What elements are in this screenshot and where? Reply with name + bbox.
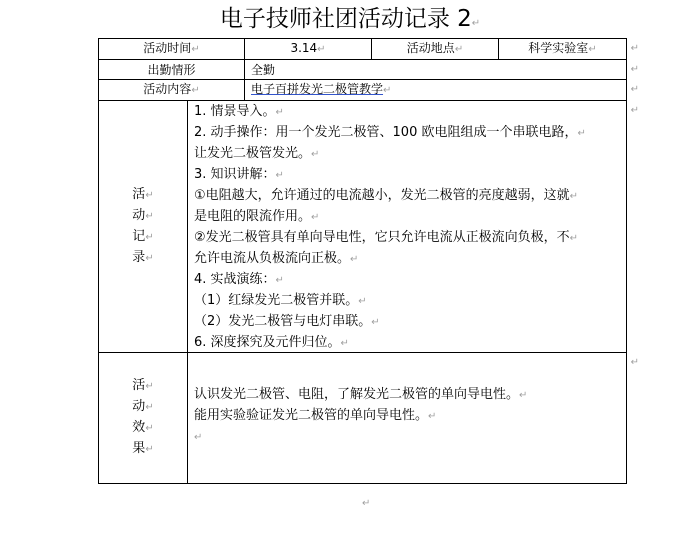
record-line-text: 3. 知识讲解：	[194, 167, 276, 182]
record-label-char: 录	[132, 249, 146, 265]
record-line-text: 允许电流从负极流向正极。	[194, 251, 351, 266]
record-line	[194, 228, 622, 249]
record-line-text: 2. 动手操作：用一个发光二极管、100 欧电阻组成一个串联电路，	[194, 125, 578, 140]
record-line	[194, 102, 622, 123]
record-line-text: 6. 深度探究及元件归位。	[194, 335, 341, 350]
record-body-cell	[188, 101, 639, 352]
effect-line-text: 能用实验验证发光二极管的单向导电性。	[194, 408, 429, 423]
paragraph-mark-icon: ↵	[191, 85, 200, 96]
paragraph-mark-icon: ↵	[145, 402, 154, 413]
row-content	[99, 80, 627, 101]
content-value: 电子百拼发光二极管教学	[251, 82, 384, 96]
record-label-cell	[99, 101, 188, 352]
content-value-cell	[245, 80, 639, 101]
paragraph-mark-icon: ↵	[275, 170, 284, 181]
effect-line-text: 认识发光二极管、电阻，了解发光二极管的单向导电性。	[194, 387, 520, 402]
paragraph-mark-icon: ↵	[371, 317, 380, 328]
paragraph-mark-icon: ↵	[145, 423, 154, 434]
record-line	[194, 144, 622, 165]
content-label: 活动内容	[143, 82, 192, 96]
place-label-cell	[372, 39, 499, 60]
record-line	[194, 270, 622, 291]
row-record	[99, 101, 627, 353]
record-line	[194, 249, 622, 270]
record-line-text: ②发光二极管具有单向导电性，它只允许电流从正极流向负极，不	[194, 230, 570, 245]
paragraph-mark-icon: ↵	[454, 44, 464, 55]
paragraph-mark-icon: ↵	[383, 85, 392, 96]
record-line	[194, 333, 622, 354]
paragraph-mark-icon: ↵	[194, 432, 203, 443]
effect-row-cell	[99, 353, 639, 484]
paragraph-mark-icon: ↵	[145, 231, 154, 243]
paragraph-mark-icon: ↵	[145, 444, 154, 455]
record-line	[194, 312, 622, 333]
record-label-char: 动	[132, 207, 146, 223]
effect-label-char: 活	[132, 378, 146, 393]
paragraph-mark-icon: ↵	[471, 18, 481, 29]
time-label: 活动时间	[143, 41, 192, 55]
time-value-cell	[245, 39, 372, 60]
paragraph-mark-icon: ↵	[317, 44, 326, 55]
record-label-char: 记	[132, 228, 146, 244]
paragraph-mark-icon: ↵	[145, 381, 154, 392]
effect-label-char: 果	[132, 441, 146, 456]
paragraph-mark-icon: ↵	[630, 43, 639, 54]
paragraph-mark-icon: ↵	[569, 233, 579, 244]
record-line-text: 让发光二极管发光。	[194, 146, 312, 161]
paragraph-mark-icon: ↵	[311, 149, 320, 160]
paragraph-mark-icon: ↵	[569, 191, 579, 202]
record-row-cell	[99, 101, 639, 353]
time-label-cell	[99, 39, 245, 60]
record-line-text: 4. 实战演练：	[194, 272, 276, 287]
paragraph-mark-icon: ↵	[275, 275, 284, 286]
effect-line	[194, 385, 622, 406]
record-label-line	[132, 227, 153, 248]
record-line-text: （1）红绿发光二极管并联。	[194, 293, 359, 308]
record-line	[194, 123, 622, 144]
paragraph-mark-icon: ↵	[145, 189, 154, 201]
paragraph-mark-icon: ↵	[630, 105, 639, 116]
paragraph-mark-icon: ↵	[428, 411, 437, 422]
place-value: 科学实验室	[528, 41, 589, 55]
paragraph-mark-icon: ↵	[630, 357, 639, 368]
paragraph-mark-icon: ↵	[630, 84, 639, 95]
effect-label-char: 动	[132, 399, 146, 414]
content-label-cell	[99, 80, 245, 101]
effect-label-cell	[99, 353, 188, 483]
time-value: 3.14	[290, 41, 318, 55]
title-text: 电子技师社团活动记录 2	[219, 6, 472, 32]
attendance-label-cell	[99, 60, 245, 80]
paragraph-mark-icon: ↵	[311, 212, 320, 223]
paragraph-mark-icon: ↵	[340, 338, 349, 349]
paragraph-mark-icon: ↵	[362, 498, 371, 509]
place-value-cell	[499, 39, 639, 60]
paragraph-mark-icon: ↵	[350, 254, 359, 265]
record-line-text: （2）发光二极管与电灯串联。	[194, 314, 372, 329]
paragraph-mark-icon: ↵	[191, 44, 200, 55]
activity-record-table	[98, 38, 639, 484]
record-label-line	[132, 206, 153, 227]
record-line	[194, 207, 622, 228]
paragraph-mark-icon: ↵	[588, 44, 597, 55]
effect-label-char: 效	[132, 420, 146, 435]
record-line	[194, 165, 622, 186]
effect-label-line	[132, 397, 153, 418]
paragraph-mark-icon: ↵	[519, 390, 528, 401]
attendance-value-cell	[245, 60, 639, 80]
attendance-label: 出勤情形	[147, 62, 196, 77]
effect-label-line	[132, 439, 153, 460]
record-label-char: 活	[132, 186, 146, 202]
record-line	[194, 291, 622, 312]
paragraph-mark-icon: ↵	[145, 252, 154, 264]
effect-label-line	[132, 376, 153, 397]
effect-empty-line	[194, 427, 622, 448]
record-line-text: ①电阻越大，允许通过的电流越小，发光二极管的亮度越弱，这就	[194, 188, 570, 203]
attendance-value: 全勤	[251, 62, 276, 77]
paragraph-mark-icon: ↵	[145, 210, 154, 222]
record-line	[194, 186, 622, 207]
row-effect	[99, 353, 627, 484]
row-attendance	[99, 60, 627, 80]
effect-label-line	[132, 418, 153, 439]
record-label-line	[132, 185, 153, 206]
effect-body-cell	[188, 353, 639, 483]
record-label-line	[132, 248, 153, 269]
paragraph-mark-icon: ↵	[358, 296, 367, 307]
effect-line	[194, 406, 622, 427]
record-line-text: 1. 情景导入。	[194, 104, 276, 119]
paragraph-mark-icon: ↵	[275, 107, 284, 118]
page-title	[0, 4, 700, 39]
paragraph-mark-icon: ↵	[630, 64, 639, 75]
row-time-place	[99, 39, 627, 60]
place-label: 活动地点	[406, 41, 455, 55]
record-line-text: 是电阻的限流作用。	[194, 209, 312, 224]
paragraph-mark-icon: ↵	[577, 128, 586, 139]
